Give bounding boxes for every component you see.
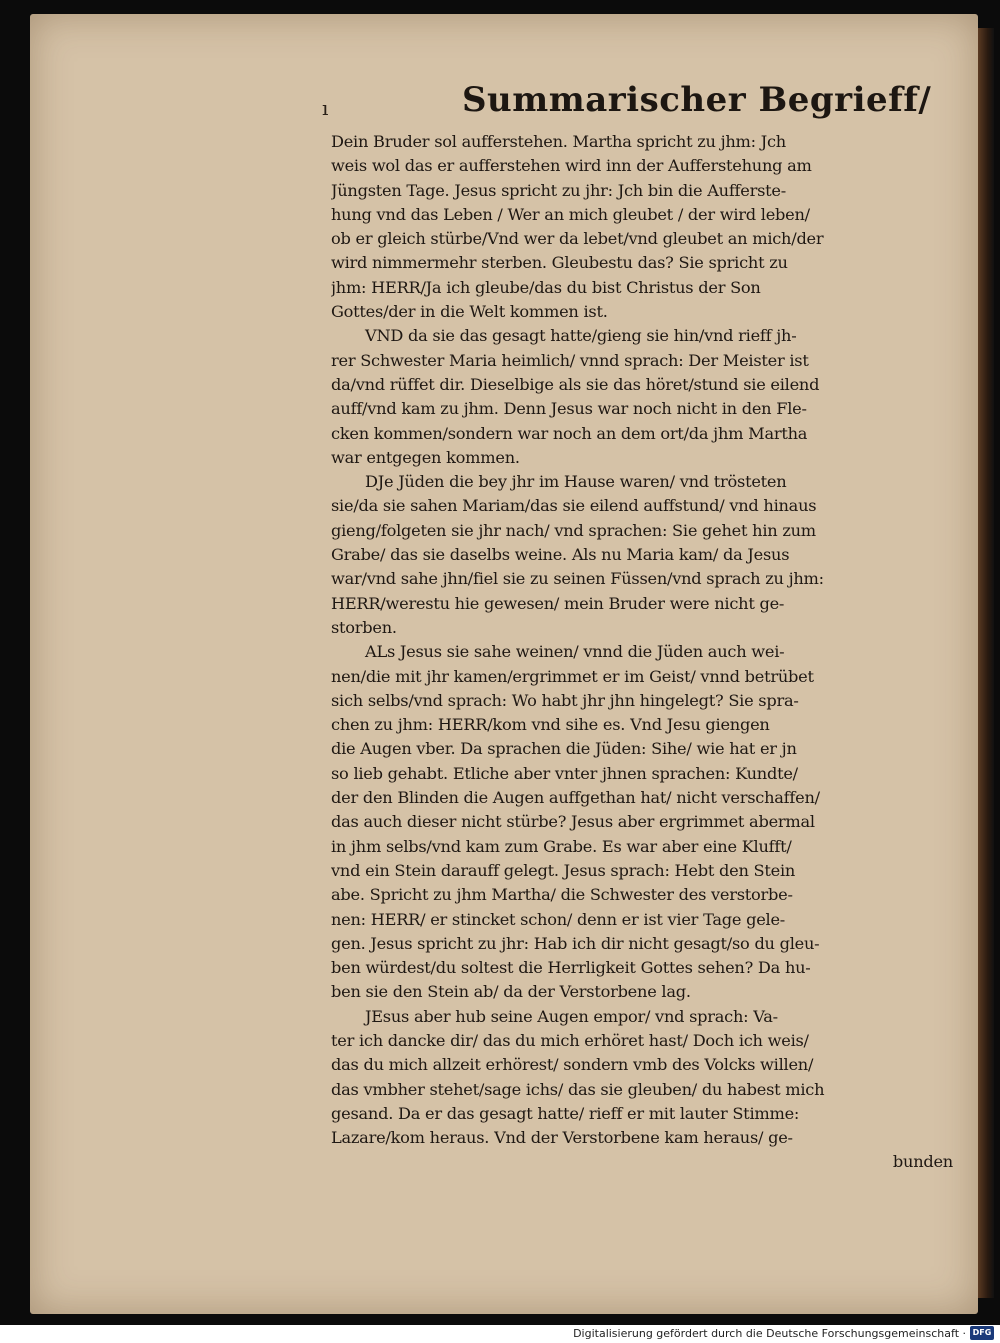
text-line: wird nimmermehr sterben. Gleubestu das? Sie spricht zu [331, 253, 788, 273]
text-line: gieng/folgeten sie jhr nach/ vnd sprachen: Sie gehet hin zum [331, 520, 816, 540]
text-line: Dein Bruder sol aufferstehen. Martha spricht zu jhm: Jch [331, 132, 786, 151]
text-line: die Augen vber. Da sprachen die Jüden: Sihe/ wie hat er jn [331, 739, 797, 759]
text-line: HERR/werestu hie gewesen/ mein Bruder were nicht ge- [331, 593, 785, 613]
text-line: VND da sie das gesagt hatte/gieng sie hin/vnd rieff jh- [365, 326, 797, 346]
text-line: gesand. Da er das gesagt hatte/ rieff er mit lauter Stimme: [331, 1103, 800, 1123]
text-line: gen. Jesus spricht zu jhr: Hab ich dir nicht gesagt/so du gleu- [331, 933, 820, 953]
text-line: JEsus aber hub seine Augen empor/ vnd sprach: Va- [365, 1006, 778, 1026]
text-line: DJe Jüden die bey jhr im Hause waren/ vnd trösteten [365, 472, 787, 492]
text-line: das auch dieser nicht stürbe? Jesus aber ergrimmet abermal [331, 812, 815, 832]
text-line: sie/da sie sahen Mariam/das sie eilend auffstund/ vnd hinaus [331, 496, 817, 516]
text-line: ALs Jesus sie sahe weinen/ vnnd die Jüden auch wei- [365, 642, 785, 662]
text-line: in jhm selbs/vnd kam zum Grabe. Es war aber eine Klufft/ [331, 836, 792, 856]
text-line: Grabe/ das sie daselbs weine. Als nu Maria kam/ da Jesus [331, 545, 790, 565]
text-line: sich selbs/vnd sprach: Wo habt jhr jhn hingelegt? Sie spra- [331, 690, 799, 710]
text-line: war entgegen kommen. [331, 447, 520, 467]
page-edge [978, 28, 994, 1298]
text-line: Gottes/der in die Welt kommen ist. [331, 302, 608, 322]
catchword: bunden [892, 1152, 953, 1172]
dfg-logo[interactable]: DFG [970, 1326, 994, 1340]
text-line: das vmbher stehet/sage ichs/ das sie gleuben/ du habest mich [331, 1079, 825, 1099]
text-line: ben sie den Stein ab/ da der Verstorbene lag. [331, 982, 691, 1002]
text-line: das du mich allzeit erhörest/ sondern vmb des Volcks willen/ [331, 1055, 814, 1075]
text-line: jhm: HERR/Ja ich gleube/das du bist Christus der Son [331, 277, 761, 297]
text-line: nen/die mit jhr kamen/ergrimmet er im Geist/ vnnd betrübet [331, 666, 814, 686]
text-line: rer Schwester Maria heimlich/ vnnd sprach: Der Meister ist [331, 350, 809, 370]
running-head: Summarischer Begrieff/ [462, 80, 932, 120]
text-line: da/vnd rüffet dir. Dieselbige als sie das höret/stund sie eilend [331, 374, 820, 394]
text-line: Jüngsten Tage. Jesus spricht zu jhr: Jch bin die Aufferste- [331, 180, 786, 200]
text-line: weis wol das er aufferstehen wird inn der Aufferstehung am [331, 156, 812, 176]
text-line: auff/vnd kam zu jhm. Denn Jesus war noch nicht in den Fle- [331, 399, 807, 419]
text-line: ob er gleich stürbe/Vnd wer da lebet/vnd gleubet an mich/der [331, 229, 824, 249]
footer-credit: Digitalisierung gefördert durch die Deutsche Forschungsgemeinschaft · [573, 1327, 966, 1340]
text-line: der den Blinden die Augen auffgethan hat/ nicht verschaffen/ [331, 788, 820, 808]
text-line: Lazare/kom heraus. Vnd der Verstorbene kam heraus/ ge- [331, 1128, 793, 1148]
text-line: cken kommen/sondern war noch an dem ort/da jhm Martha [331, 423, 808, 443]
text-line: nen: HERR/ er stincket schon/ denn er ist vier Tage gele- [331, 909, 786, 929]
text-line: ben würdest/du soltest die Herrligkeit Gottes sehen? Da hu- [331, 958, 811, 978]
text-line: hung vnd das Leben / Wer an mich gleubet / der wird leben/ [331, 204, 810, 224]
body-text [331, 130, 961, 1175]
text-line: war/vnd sahe jhn/fiel sie zu seinen Füssen/vnd sprach zu jhm: [331, 569, 824, 589]
text-line: storben. [331, 617, 397, 637]
text-line: abe. Spricht zu jhm Martha/ die Schwester des verstorbe- [331, 885, 793, 905]
margin-mark: ı [322, 96, 329, 120]
text-line: vnd ein Stein darauff gelegt. Jesus sprach: Hebt den Stein [331, 860, 796, 880]
text-line: ter ich dancke dir/ das du mich erhöret hast/ Doch ich weis/ [331, 1030, 809, 1050]
footer-bar [0, 1325, 1000, 1343]
text-line: chen zu jhm: HERR/kom vnd sihe es. Vnd Jesu giengen [331, 715, 770, 735]
text-line: so lieb gehabt. Etliche aber vnter jhnen sprachen: Kundte/ [331, 763, 798, 783]
